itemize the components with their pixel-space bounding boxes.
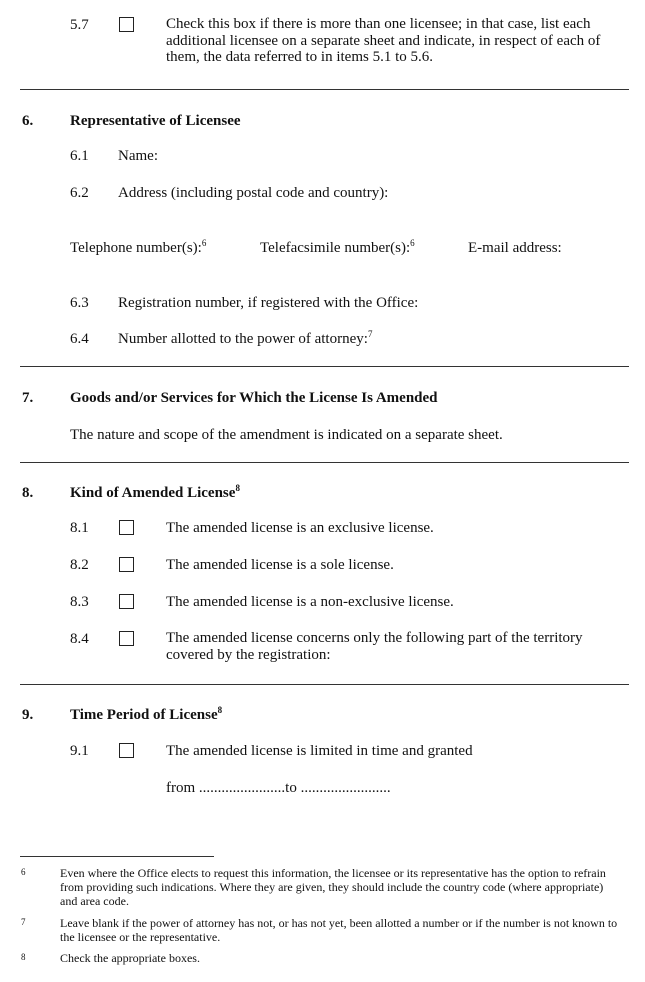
from-to-field[interactable]: from .......................to ........................ bbox=[166, 780, 391, 796]
item-9-1-number: 9.1 bbox=[70, 743, 89, 759]
item-8-2-number: 8.2 bbox=[70, 557, 89, 573]
item-8-1-number: 8.1 bbox=[70, 520, 89, 536]
footnote-8-number: 8 bbox=[21, 952, 26, 962]
item-6-4-number: 6.4 bbox=[70, 331, 89, 347]
item-6-1-number: 6.1 bbox=[70, 148, 89, 164]
item-6-3-label: Registration number, if registered with the Office: bbox=[118, 295, 419, 311]
divider bbox=[20, 462, 629, 463]
item-6-1-label: Name: bbox=[118, 148, 158, 164]
section-6-number: 6. bbox=[22, 113, 34, 129]
exclusive-license-checkbox[interactable] bbox=[119, 520, 134, 535]
item-8-3-text: The amended license is a non-exclusive license. bbox=[166, 594, 454, 610]
item-8-1-text: The amended license is an exclusive license. bbox=[166, 520, 434, 536]
item-8-2-text: The amended license is a sole license. bbox=[166, 557, 394, 573]
non-exclusive-license-checkbox[interactable] bbox=[119, 594, 134, 609]
footnote-6-number: 6 bbox=[21, 867, 26, 877]
footnote-ref: 6 bbox=[201, 238, 207, 248]
footnote-ref: 8 bbox=[217, 705, 223, 715]
item-6-2-number: 6.2 bbox=[70, 185, 89, 201]
telefacsimile-label: Telefacsimile number(s):$^6$ bbox=[260, 238, 415, 256]
telephone-label: Telephone number(s):$^6$ bbox=[70, 238, 207, 256]
divider bbox=[20, 684, 629, 685]
item-8-4-number: 8.4 bbox=[70, 631, 89, 647]
section-9-number: 9. bbox=[22, 707, 34, 723]
divider bbox=[20, 89, 629, 90]
section-8-title: Kind of Amended License$^8$ bbox=[70, 483, 240, 501]
more-than-one-licensee-checkbox[interactable] bbox=[119, 17, 134, 32]
section-7-title: Goods and/or Services for Which the License Is Amended bbox=[70, 390, 438, 406]
item-8-3-number: 8.3 bbox=[70, 594, 89, 610]
item-6-3-number: 6.3 bbox=[70, 295, 89, 311]
footnote-7-text: Leave blank if the power of attorney has not, or has not yet, been allotted a number or if the number is not known to the licensee or the representative. bbox=[60, 916, 618, 944]
time-limited-checkbox[interactable] bbox=[119, 743, 134, 758]
section-8-number: 8. bbox=[22, 485, 34, 501]
section-6-title: Representative of Licensee bbox=[70, 113, 241, 129]
item-5-7-number: 5.7 bbox=[70, 17, 89, 33]
item-6-4-label: Number allotted to the power of attorney:$^7$ bbox=[118, 329, 373, 347]
item-6-2-label: Address (including postal code and country): bbox=[118, 185, 389, 201]
territory-part-checkbox[interactable] bbox=[119, 631, 134, 646]
email-label: E-mail address: bbox=[468, 240, 562, 256]
section-9-title: Time Period of License$^8$ bbox=[70, 705, 223, 723]
section-7-number: 7. bbox=[22, 390, 34, 406]
section-7-text: The nature and scope of the amendment is indicated on a separate sheet. bbox=[70, 427, 503, 443]
footnote-ref: 6 bbox=[410, 238, 415, 248]
footnote-ref: 7 bbox=[367, 329, 373, 339]
footnote-divider bbox=[20, 856, 214, 857]
sole-license-checkbox[interactable] bbox=[119, 557, 134, 572]
divider bbox=[20, 366, 629, 367]
item-9-1-text: The amended license is limited in time and granted bbox=[166, 743, 473, 759]
footnote-ref: 8 bbox=[235, 483, 240, 493]
footnote-8-text: Check the appropriate boxes. bbox=[60, 951, 200, 965]
footnote-6-text: Even where the Office elects to request this information, the licensee or its representative has the option to refrain from providing such indications. Where they are given, they should include the country code (where appropriate) and area code. bbox=[60, 866, 606, 908]
footnote-7-number: 7 bbox=[21, 917, 26, 927]
item-8-4-text: The amended license concerns only the following part of the territory covered by the registration: bbox=[166, 630, 583, 663]
item-5-7-text: Check this box if there is more than one licensee; in that case, list each additional licensee on a separate sheet and indicate, in respect of each of them, the data referred to in items 5.1 to 5.6. bbox=[166, 16, 601, 65]
